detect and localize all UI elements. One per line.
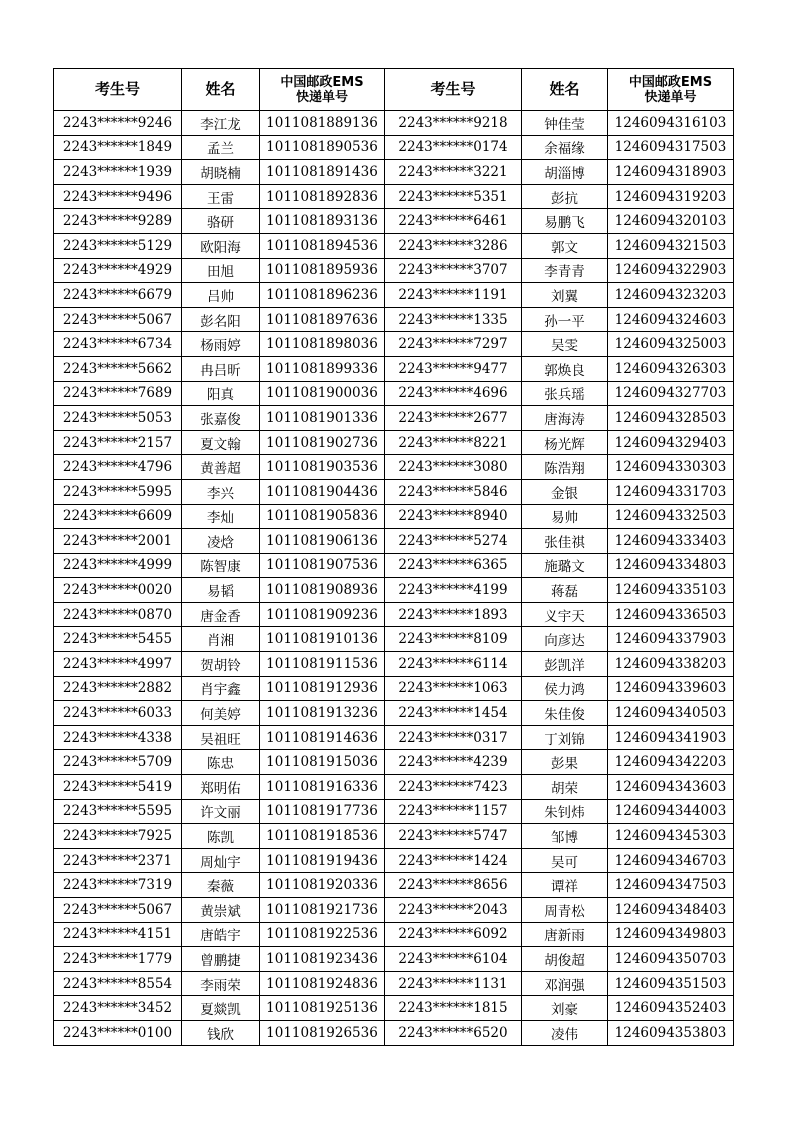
roster-body xyxy=(54,111,734,1046)
cell-ems-number-left: 1011081903536 xyxy=(260,455,385,480)
cell-name-left: 曾鹏捷 xyxy=(182,947,260,972)
cell-ems-number-left: 1011081924836 xyxy=(260,971,385,996)
cell-exam-id-right: 2243******1335 xyxy=(385,307,522,332)
cell-name-left: 唐金香 xyxy=(182,602,260,627)
cell-ems-number-left: 1011081900036 xyxy=(260,381,385,406)
cell-name-left: 夏文翰 xyxy=(182,430,260,455)
cell-ems-number-right: 1246094318903 xyxy=(608,160,734,185)
table-row xyxy=(54,111,734,136)
cell-ems-number-right: 1246094348403 xyxy=(608,898,734,923)
cell-exam-id-left: 2243******4999 xyxy=(54,553,182,578)
cell-exam-id-left: 2243******5053 xyxy=(54,406,182,431)
cell-name-right: 彭果 xyxy=(522,750,608,775)
header-ems-left-line1: 中国邮政EMS xyxy=(280,74,364,90)
table-row xyxy=(54,504,734,529)
cell-name-right: 唐新雨 xyxy=(522,922,608,947)
cell-exam-id-right: 2243******1893 xyxy=(385,602,522,627)
cell-exam-id-left: 2243******5709 xyxy=(54,750,182,775)
table-row xyxy=(54,184,734,209)
cell-ems-number-right: 1246094322903 xyxy=(608,258,734,283)
cell-exam-id-left: 2243******9289 xyxy=(54,209,182,234)
cell-exam-id-left: 2243******9246 xyxy=(54,111,182,136)
table-row xyxy=(54,799,734,824)
header-ems-right-line1: 中国邮政EMS xyxy=(628,74,713,90)
table-row xyxy=(54,553,734,578)
table-row xyxy=(54,750,734,775)
cell-name-right: 谭祥 xyxy=(522,873,608,898)
table-row xyxy=(54,381,734,406)
cell-exam-id-left: 2243******3452 xyxy=(54,996,182,1021)
cell-ems-number-right: 1246094320103 xyxy=(608,209,734,234)
cell-ems-number-right: 1246094335103 xyxy=(608,578,734,603)
cell-name-right: 胡淄博 xyxy=(522,160,608,185)
cell-exam-id-right: 2243******6461 xyxy=(385,209,522,234)
cell-ems-number-left: 1011081893136 xyxy=(260,209,385,234)
cell-exam-id-left: 2243******9496 xyxy=(54,184,182,209)
cell-name-left: 张嘉俊 xyxy=(182,406,260,431)
table-row xyxy=(54,824,734,849)
table-row xyxy=(54,332,734,357)
cell-name-right: 彭凯洋 xyxy=(522,652,608,677)
header-ems-right xyxy=(608,69,734,111)
cell-ems-number-right: 1246094334803 xyxy=(608,553,734,578)
cell-exam-id-left: 2243******6609 xyxy=(54,504,182,529)
cell-name-left: 李雨荣 xyxy=(182,971,260,996)
cell-exam-id-right: 2243******1063 xyxy=(385,676,522,701)
cell-exam-id-left: 2243******7319 xyxy=(54,873,182,898)
cell-exam-id-left: 2243******5662 xyxy=(54,356,182,381)
cell-exam-id-right: 2243******8109 xyxy=(385,627,522,652)
cell-exam-id-left: 2243******6734 xyxy=(54,332,182,357)
cell-exam-id-right: 2243******0317 xyxy=(385,725,522,750)
cell-name-left: 夏燚凯 xyxy=(182,996,260,1021)
cell-ems-number-left: 1011081906136 xyxy=(260,529,385,554)
cell-name-left: 李兴 xyxy=(182,479,260,504)
cell-exam-id-left: 2243******0870 xyxy=(54,602,182,627)
cell-name-left: 郑明佑 xyxy=(182,775,260,800)
cell-exam-id-right: 2243******6114 xyxy=(385,652,522,677)
cell-exam-id-left: 2243******4338 xyxy=(54,725,182,750)
cell-name-left: 凌焓 xyxy=(182,529,260,554)
cell-ems-number-left: 1011081918536 xyxy=(260,824,385,849)
cell-name-right: 张佳祺 xyxy=(522,529,608,554)
cell-ems-number-right: 1246094337903 xyxy=(608,627,734,652)
cell-ems-number-right: 1246094316103 xyxy=(608,111,734,136)
table-row xyxy=(54,529,734,554)
cell-name-left: 周灿宇 xyxy=(182,848,260,873)
cell-exam-id-left: 2243******5595 xyxy=(54,799,182,824)
cell-name-right: 丁刘锦 xyxy=(522,725,608,750)
table-row xyxy=(54,652,734,677)
cell-exam-id-left: 2243******1849 xyxy=(54,135,182,160)
cell-exam-id-left: 2243******2157 xyxy=(54,430,182,455)
cell-ems-number-left: 1011081926536 xyxy=(260,1020,385,1045)
cell-name-right: 陈浩翔 xyxy=(522,455,608,480)
cell-ems-number-right: 1246094343603 xyxy=(608,775,734,800)
cell-ems-number-right: 1246094328503 xyxy=(608,406,734,431)
cell-exam-id-right: 2243******6092 xyxy=(385,922,522,947)
cell-name-left: 唐皓宇 xyxy=(182,922,260,947)
cell-ems-number-right: 1246094349803 xyxy=(608,922,734,947)
cell-name-right: 邓润强 xyxy=(522,971,608,996)
cell-ems-number-left: 1011081894536 xyxy=(260,233,385,258)
cell-ems-number-right: 1246094350703 xyxy=(608,947,734,972)
cell-exam-id-right: 2243******5351 xyxy=(385,184,522,209)
cell-exam-id-right: 2243******1157 xyxy=(385,799,522,824)
cell-exam-id-left: 2243******1779 xyxy=(54,947,182,972)
cell-exam-id-left: 2243******7925 xyxy=(54,824,182,849)
table-row xyxy=(54,602,734,627)
cell-exam-id-right: 2243******3080 xyxy=(385,455,522,480)
cell-name-left: 陈凯 xyxy=(182,824,260,849)
cell-ems-number-left: 1011081925136 xyxy=(260,996,385,1021)
header-ems-left xyxy=(260,69,385,111)
header-row xyxy=(54,69,734,111)
cell-ems-number-left: 1011081890536 xyxy=(260,135,385,160)
cell-name-left: 肖湘 xyxy=(182,627,260,652)
cell-exam-id-left: 2243******5067 xyxy=(54,307,182,332)
cell-name-left: 秦薇 xyxy=(182,873,260,898)
table-row xyxy=(54,455,734,480)
cell-exam-id-left: 2243******5455 xyxy=(54,627,182,652)
cell-ems-number-right: 1246094347503 xyxy=(608,873,734,898)
cell-exam-id-right: 2243******6365 xyxy=(385,553,522,578)
cell-ems-number-left: 1011081920336 xyxy=(260,873,385,898)
cell-ems-number-right: 1246094339603 xyxy=(608,676,734,701)
table-row xyxy=(54,873,734,898)
cell-name-right: 向彦达 xyxy=(522,627,608,652)
table-row xyxy=(54,578,734,603)
cell-name-left: 吴祖旺 xyxy=(182,725,260,750)
cell-ems-number-right: 1246094352403 xyxy=(608,996,734,1021)
cell-exam-id-right: 2243******2043 xyxy=(385,898,522,923)
cell-exam-id-right: 2243******8940 xyxy=(385,504,522,529)
cell-exam-id-right: 2243******4199 xyxy=(385,578,522,603)
cell-ems-number-right: 1246094325003 xyxy=(608,332,734,357)
cell-exam-id-left: 2243******4929 xyxy=(54,258,182,283)
cell-name-right: 余福缘 xyxy=(522,135,608,160)
cell-exam-id-right: 2243******1815 xyxy=(385,996,522,1021)
cell-name-right: 李青青 xyxy=(522,258,608,283)
cell-exam-id-left: 2243******4997 xyxy=(54,652,182,677)
cell-ems-number-left: 1011081907536 xyxy=(260,553,385,578)
cell-exam-id-left: 2243******0020 xyxy=(54,578,182,603)
table-row xyxy=(54,307,734,332)
cell-name-right: 孙一平 xyxy=(522,307,608,332)
cell-exam-id-right: 2243******7297 xyxy=(385,332,522,357)
cell-name-left: 王雷 xyxy=(182,184,260,209)
header-name-right: 姓名 xyxy=(522,69,608,111)
cell-ems-number-left: 1011081889136 xyxy=(260,111,385,136)
cell-ems-number-right: 1246094342203 xyxy=(608,750,734,775)
cell-name-right: 蒋磊 xyxy=(522,578,608,603)
cell-name-left: 李江龙 xyxy=(182,111,260,136)
cell-exam-id-right: 2243******6104 xyxy=(385,947,522,972)
cell-exam-id-left: 2243******2371 xyxy=(54,848,182,873)
header-exam-id-right: 考生号 xyxy=(385,69,522,111)
cell-name-right: 张兵瑶 xyxy=(522,381,608,406)
table-row xyxy=(54,996,734,1021)
cell-ems-number-left: 1011081910136 xyxy=(260,627,385,652)
cell-exam-id-right: 2243******1424 xyxy=(385,848,522,873)
cell-name-left: 黄善超 xyxy=(182,455,260,480)
cell-exam-id-left: 2243******5129 xyxy=(54,233,182,258)
cell-exam-id-right: 2243******3286 xyxy=(385,233,522,258)
table-row xyxy=(54,283,734,308)
cell-name-right: 吴雯 xyxy=(522,332,608,357)
cell-exam-id-right: 2243******0174 xyxy=(385,135,522,160)
cell-exam-id-right: 2243******6520 xyxy=(385,1020,522,1045)
cell-exam-id-right: 2243******5846 xyxy=(385,479,522,504)
cell-name-right: 刘豪 xyxy=(522,996,608,1021)
cell-ems-number-right: 1246094346703 xyxy=(608,848,734,873)
table-row xyxy=(54,676,734,701)
cell-exam-id-left: 2243******7689 xyxy=(54,381,182,406)
cell-exam-id-right: 2243******1131 xyxy=(385,971,522,996)
cell-name-left: 欧阳海 xyxy=(182,233,260,258)
cell-name-right: 唐海涛 xyxy=(522,406,608,431)
cell-name-left: 李灿 xyxy=(182,504,260,529)
cell-ems-number-left: 1011081917736 xyxy=(260,799,385,824)
cell-ems-number-left: 1011081891436 xyxy=(260,160,385,185)
cell-ems-number-left: 1011081908936 xyxy=(260,578,385,603)
header-ems-right-line2: 快递单号 xyxy=(644,89,697,105)
cell-ems-number-right: 1246094345303 xyxy=(608,824,734,849)
cell-ems-number-left: 1011081911536 xyxy=(260,652,385,677)
cell-name-left: 肖宇鑫 xyxy=(182,676,260,701)
cell-name-right: 胡荣 xyxy=(522,775,608,800)
table-row xyxy=(54,430,734,455)
cell-name-right: 郭文 xyxy=(522,233,608,258)
cell-exam-id-left: 2243******2001 xyxy=(54,529,182,554)
cell-exam-id-right: 2243******4239 xyxy=(385,750,522,775)
cell-ems-number-left: 1011081916336 xyxy=(260,775,385,800)
table-row xyxy=(54,725,734,750)
cell-ems-number-left: 1011081909236 xyxy=(260,602,385,627)
table-row xyxy=(54,406,734,431)
cell-exam-id-left: 2243******8554 xyxy=(54,971,182,996)
cell-name-left: 何美婷 xyxy=(182,701,260,726)
cell-name-right: 邹博 xyxy=(522,824,608,849)
cell-name-right: 胡俊超 xyxy=(522,947,608,972)
cell-name-right: 彭抗 xyxy=(522,184,608,209)
cell-ems-number-right: 1246094319203 xyxy=(608,184,734,209)
cell-exam-id-right: 2243******7423 xyxy=(385,775,522,800)
cell-exam-id-right: 2243******9218 xyxy=(385,111,522,136)
cell-exam-id-right: 2243******1191 xyxy=(385,283,522,308)
cell-ems-number-left: 1011081912936 xyxy=(260,676,385,701)
cell-exam-id-left: 2243******2882 xyxy=(54,676,182,701)
cell-exam-id-left: 2243******4151 xyxy=(54,922,182,947)
cell-ems-number-right: 1246094321503 xyxy=(608,233,734,258)
cell-exam-id-left: 2243******6033 xyxy=(54,701,182,726)
cell-ems-number-right: 1246094344003 xyxy=(608,799,734,824)
cell-ems-number-right: 1246094331703 xyxy=(608,479,734,504)
cell-exam-id-right: 2243******8221 xyxy=(385,430,522,455)
cell-ems-number-right: 1246094317503 xyxy=(608,135,734,160)
cell-ems-number-right: 1246094327703 xyxy=(608,381,734,406)
table-row xyxy=(54,479,734,504)
cell-ems-number-left: 1011081899336 xyxy=(260,356,385,381)
cell-name-right: 易鹏飞 xyxy=(522,209,608,234)
cell-name-right: 郭焕良 xyxy=(522,356,608,381)
cell-ems-number-right: 1246094353803 xyxy=(608,1020,734,1045)
cell-exam-id-left: 2243******5067 xyxy=(54,898,182,923)
cell-ems-number-right: 1246094326303 xyxy=(608,356,734,381)
cell-ems-number-left: 1011081902736 xyxy=(260,430,385,455)
cell-exam-id-right: 2243******1454 xyxy=(385,701,522,726)
cell-name-left: 阳真 xyxy=(182,381,260,406)
cell-exam-id-right: 2243******5747 xyxy=(385,824,522,849)
cell-exam-id-left: 2243******1939 xyxy=(54,160,182,185)
cell-ems-number-left: 1011081921736 xyxy=(260,898,385,923)
cell-ems-number-left: 1011081901336 xyxy=(260,406,385,431)
cell-ems-number-left: 1011081904436 xyxy=(260,479,385,504)
cell-ems-number-right: 1246094336503 xyxy=(608,602,734,627)
cell-exam-id-right: 2243******9477 xyxy=(385,356,522,381)
table-row xyxy=(54,848,734,873)
cell-name-right: 金银 xyxy=(522,479,608,504)
table-row xyxy=(54,356,734,381)
cell-name-left: 钱欣 xyxy=(182,1020,260,1045)
cell-ems-number-right: 1246094332503 xyxy=(608,504,734,529)
cell-name-left: 胡晓楠 xyxy=(182,160,260,185)
cell-name-left: 贺胡铃 xyxy=(182,652,260,677)
cell-name-left: 吕帅 xyxy=(182,283,260,308)
cell-name-left: 陈智康 xyxy=(182,553,260,578)
table-row xyxy=(54,898,734,923)
ems-roster-table xyxy=(53,68,734,1046)
cell-name-left: 陈忠 xyxy=(182,750,260,775)
cell-ems-number-left: 1011081914636 xyxy=(260,725,385,750)
table-row xyxy=(54,233,734,258)
header-exam-id-left: 考生号 xyxy=(54,69,182,111)
cell-name-left: 杨雨婷 xyxy=(182,332,260,357)
cell-ems-number-left: 1011081923436 xyxy=(260,947,385,972)
cell-ems-number-right: 1246094330303 xyxy=(608,455,734,480)
table-row xyxy=(54,258,734,283)
cell-name-left: 易韬 xyxy=(182,578,260,603)
table-row xyxy=(54,209,734,234)
cell-name-right: 刘翼 xyxy=(522,283,608,308)
cell-exam-id-right: 2243******4696 xyxy=(385,381,522,406)
cell-exam-id-right: 2243******8656 xyxy=(385,873,522,898)
cell-ems-number-left: 1011081913236 xyxy=(260,701,385,726)
cell-exam-id-right: 2243******5274 xyxy=(385,529,522,554)
cell-name-left: 许文丽 xyxy=(182,799,260,824)
cell-name-right: 杨光辉 xyxy=(522,430,608,455)
cell-ems-number-left: 1011081896236 xyxy=(260,283,385,308)
cell-exam-id-right: 2243******3221 xyxy=(385,160,522,185)
table-row xyxy=(54,922,734,947)
cell-name-right: 侯力鸿 xyxy=(522,676,608,701)
cell-name-right: 周青松 xyxy=(522,898,608,923)
table-row xyxy=(54,775,734,800)
table-row xyxy=(54,160,734,185)
header-ems-left-line2: 快递单号 xyxy=(295,89,348,105)
cell-ems-number-left: 1011081897636 xyxy=(260,307,385,332)
cell-ems-number-left: 1011081922536 xyxy=(260,922,385,947)
cell-exam-id-left: 2243******6679 xyxy=(54,283,182,308)
cell-ems-number-left: 1011081892836 xyxy=(260,184,385,209)
cell-name-left: 骆研 xyxy=(182,209,260,234)
cell-name-right: 义宇天 xyxy=(522,602,608,627)
cell-ems-number-right: 1246094338203 xyxy=(608,652,734,677)
cell-name-left: 田旭 xyxy=(182,258,260,283)
header-name-left: 姓名 xyxy=(182,69,260,111)
table-row xyxy=(54,971,734,996)
cell-name-right: 钟佳莹 xyxy=(522,111,608,136)
cell-name-right: 易帅 xyxy=(522,504,608,529)
cell-name-left: 黄崇斌 xyxy=(182,898,260,923)
cell-ems-number-left: 1011081915036 xyxy=(260,750,385,775)
cell-ems-number-right: 1246094351503 xyxy=(608,971,734,996)
table-row xyxy=(54,947,734,972)
cell-name-right: 朱钊炜 xyxy=(522,799,608,824)
table-row xyxy=(54,135,734,160)
cell-ems-number-right: 1246094329403 xyxy=(608,430,734,455)
cell-exam-id-left: 2243******0100 xyxy=(54,1020,182,1045)
cell-name-left: 孟兰 xyxy=(182,135,260,160)
cell-exam-id-left: 2243******5419 xyxy=(54,775,182,800)
cell-ems-number-right: 1246094341903 xyxy=(608,725,734,750)
cell-ems-number-left: 1011081905836 xyxy=(260,504,385,529)
table-row xyxy=(54,627,734,652)
cell-ems-number-left: 1011081919436 xyxy=(260,848,385,873)
cell-ems-number-right: 1246094323203 xyxy=(608,283,734,308)
cell-exam-id-right: 2243******2677 xyxy=(385,406,522,431)
table-row xyxy=(54,701,734,726)
cell-exam-id-left: 2243******5995 xyxy=(54,479,182,504)
cell-name-right: 朱佳俊 xyxy=(522,701,608,726)
cell-ems-number-left: 1011081898036 xyxy=(260,332,385,357)
table-row xyxy=(54,1020,734,1045)
cell-exam-id-left: 2243******4796 xyxy=(54,455,182,480)
cell-name-left: 彭名阳 xyxy=(182,307,260,332)
cell-name-right: 吴可 xyxy=(522,848,608,873)
cell-name-left: 冉吕昕 xyxy=(182,356,260,381)
cell-name-right: 施璐文 xyxy=(522,553,608,578)
cell-name-right: 凌伟 xyxy=(522,1020,608,1045)
cell-ems-number-right: 1246094324603 xyxy=(608,307,734,332)
cell-ems-number-left: 1011081895936 xyxy=(260,258,385,283)
cell-ems-number-right: 1246094340503 xyxy=(608,701,734,726)
cell-exam-id-right: 2243******3707 xyxy=(385,258,522,283)
cell-ems-number-right: 1246094333403 xyxy=(608,529,734,554)
